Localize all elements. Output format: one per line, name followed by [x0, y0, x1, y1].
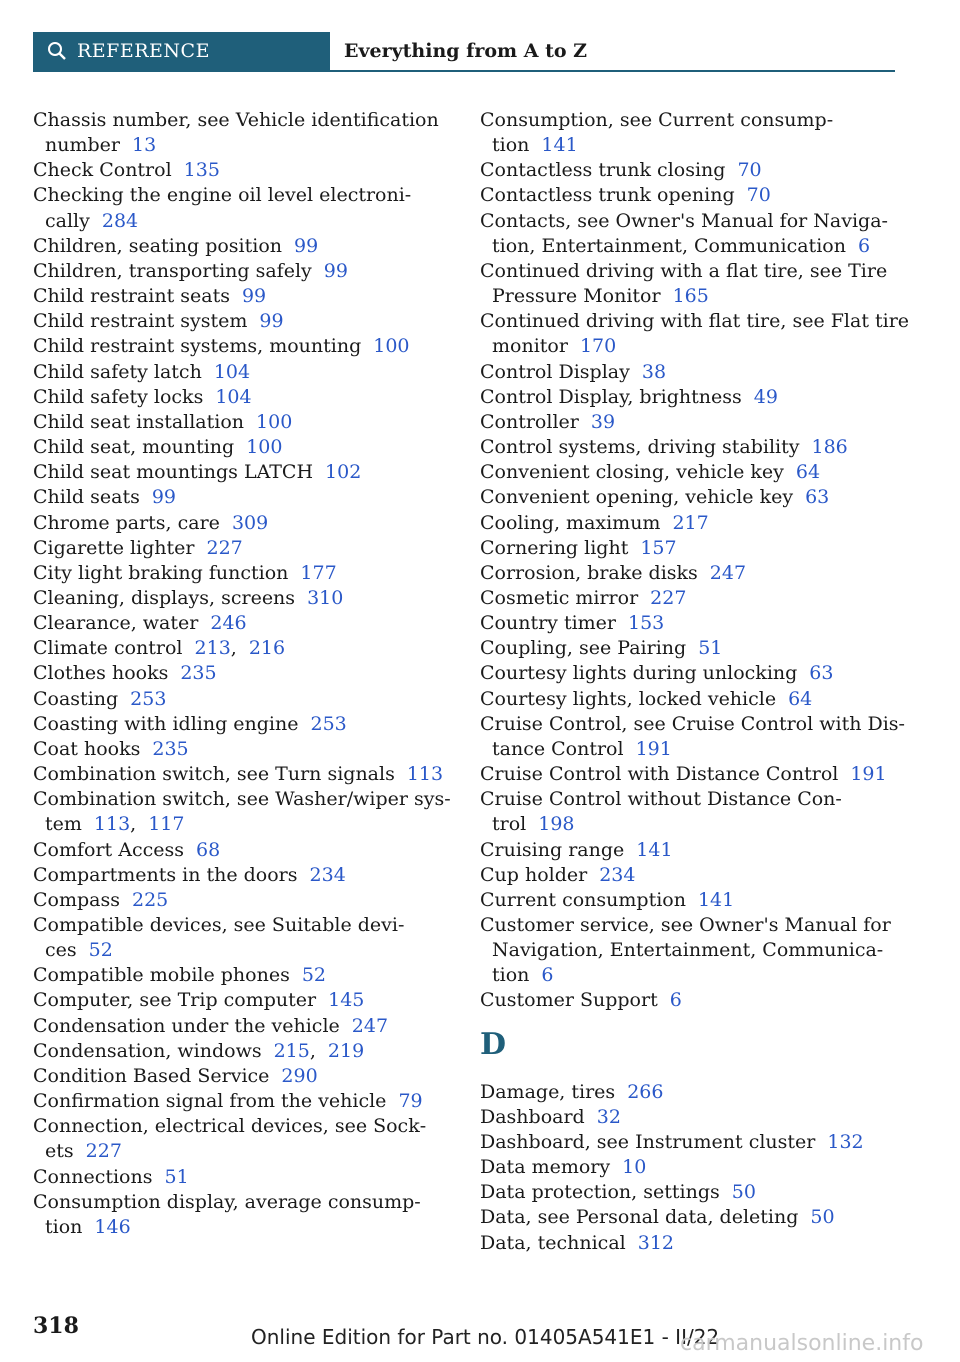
index-term: Compass: [33, 888, 120, 911]
page-link[interactable]: 247: [709, 561, 747, 584]
index-entry: [480, 888, 910, 913]
index-term: Cruise Control without Distance Con‐trol: [480, 788, 842, 836]
index-column-right: [480, 108, 910, 1256]
page-link[interactable]: 70: [746, 184, 771, 207]
index-term: Dashboard: [480, 1105, 585, 1128]
index-entry: [480, 863, 910, 888]
page-link[interactable]: 219: [327, 1039, 365, 1062]
page-link[interactable]: 253: [130, 687, 167, 710]
page-link[interactable]: 63: [805, 486, 830, 509]
index-term: Compatible mobile phones: [33, 964, 290, 987]
page-header: [33, 32, 895, 72]
index-entry: [33, 385, 458, 410]
page-link[interactable]: 198: [538, 813, 575, 836]
page-link[interactable]: 99: [259, 310, 284, 333]
index-entry: [33, 712, 458, 737]
page-link[interactable]: 213: [194, 637, 231, 660]
index-term: Combination switch, see Washer/wiper sys‐tem: [33, 788, 451, 836]
index-entry: [33, 334, 458, 359]
index-entry: [480, 435, 910, 460]
index-term: Control systems, driving stability: [480, 436, 800, 459]
page-link[interactable]: 100: [246, 436, 283, 459]
index-term: Cup holder: [480, 863, 588, 886]
page-link[interactable]: 235: [152, 737, 189, 760]
page-link[interactable]: 79: [398, 1090, 423, 1113]
index-term: Customer service, see Owner's Manual for Navigation, Entertainment, Communica‐tion: [480, 914, 891, 987]
index-term: Cosmetic mirror: [480, 586, 639, 609]
index-entry: [480, 687, 910, 712]
index-column-left: [33, 108, 458, 1240]
index-entry: [33, 259, 458, 284]
index-term: Compartments in the doors: [33, 863, 298, 886]
index-term: Continued driving with flat tire, see Flat tire monitor: [480, 310, 910, 358]
index-entry: [480, 712, 910, 762]
index-term: Connection, electrical devices, see Sock‐ets: [33, 1115, 427, 1163]
page-link[interactable]: 99: [241, 285, 267, 308]
index-entry: [33, 863, 458, 888]
page-link[interactable]: 50: [810, 1206, 835, 1229]
index-term: Condition Based Service: [33, 1064, 270, 1087]
page-link[interactable]: 99: [323, 259, 348, 282]
page-link[interactable]: 253: [310, 712, 347, 735]
page-separator: ,: [230, 637, 237, 660]
page-link[interactable]: 13: [131, 134, 157, 157]
index-term: Clothes hooks: [33, 662, 169, 685]
index-entry: [480, 762, 910, 787]
index-term: Child seat, mounting: [33, 436, 235, 459]
page-link[interactable]: 235: [180, 662, 217, 685]
index-term: Child safety latch: [33, 360, 202, 383]
index-entry: [33, 234, 458, 259]
index-term: Child seat installation: [33, 410, 245, 433]
index-entry: [33, 511, 458, 536]
page-link[interactable]: 234: [309, 863, 346, 886]
index-entry: [480, 1180, 910, 1205]
index-term: Control Display, brightness: [480, 385, 742, 408]
page-link[interactable]: 10: [622, 1156, 647, 1179]
index-entry: [33, 360, 458, 385]
page-link[interactable]: 177: [300, 561, 337, 584]
index-entry: [480, 561, 910, 586]
index-entry: [33, 536, 458, 561]
page-link[interactable]: 227: [650, 586, 687, 609]
index-term: Cleaning, displays, screens: [33, 586, 296, 609]
index-entry: [33, 963, 458, 988]
index-term: Coupling, see Pairing: [480, 637, 687, 660]
index-entry: [480, 183, 910, 208]
index-term: Chrome parts, care: [33, 511, 220, 534]
index-term: Condensation, windows: [33, 1039, 262, 1062]
index-term: Convenient opening, vehicle key: [480, 486, 794, 509]
page-link[interactable]: 50: [731, 1181, 756, 1204]
edition-footer: Online Edition for Part no. 01405A541E1 - II/22: [251, 1325, 720, 1349]
index-term: Controller: [480, 410, 579, 433]
index-entry: [33, 838, 458, 863]
index-entry: [33, 284, 458, 309]
index-term: Coasting: [33, 687, 119, 710]
page-link[interactable]: 132: [827, 1130, 864, 1153]
index-term: Data memory: [480, 1156, 611, 1179]
page-link[interactable]: 64: [788, 687, 813, 710]
index-term: Dashboard, see Instrument cluster: [480, 1130, 816, 1153]
index-term: Cruise Control, see Cruise Control with Dis‐tance Control: [480, 712, 905, 760]
index-term: Children, seating position: [33, 234, 283, 257]
index-entry: [33, 1039, 458, 1064]
page-link[interactable]: 52: [301, 964, 327, 987]
index-term: Coasting with idling engine: [33, 712, 299, 735]
index-entry: [480, 1130, 910, 1155]
page-separator: ,: [130, 813, 137, 836]
page-separator: ,: [309, 1039, 316, 1062]
page-link[interactable]: 141: [697, 888, 735, 911]
page-link[interactable]: 6: [857, 234, 871, 257]
index-term: Child restraint seats: [33, 285, 230, 308]
page-link[interactable]: 70: [737, 159, 762, 182]
index-term: Contactless trunk closing: [480, 159, 726, 182]
page-link[interactable]: 312: [637, 1231, 674, 1254]
index-entry: [33, 410, 458, 435]
reference-tab: [33, 32, 330, 70]
index-term: Coat hooks: [33, 737, 141, 760]
index-entry: [480, 787, 910, 837]
page-link[interactable]: 266: [627, 1080, 664, 1103]
index-term: Corrosion, brake disks: [480, 561, 698, 584]
page-link[interactable]: 170: [579, 335, 617, 358]
index-term: Data protection, settings: [480, 1181, 720, 1204]
page-link[interactable]: 141: [541, 134, 578, 157]
page-link[interactable]: 284: [101, 209, 139, 232]
index-term: Consumption display, average consump‐tion: [33, 1190, 421, 1238]
page-link[interactable]: 99: [151, 486, 177, 509]
page-link[interactable]: 225: [131, 888, 169, 911]
index-term: Cigarette lighter: [33, 536, 195, 559]
page-link[interactable]: 104: [213, 360, 251, 383]
index-term: Child seat mountings LATCH: [33, 461, 314, 484]
page-link[interactable]: 227: [206, 536, 243, 559]
index-entry: [480, 611, 910, 636]
index-group-d: [480, 1080, 910, 1256]
index-entry: [480, 661, 910, 686]
index-group-c: [480, 108, 910, 1014]
index-term: Compatible devices, see Suitable devi‐ces: [33, 914, 405, 962]
index-entry: [33, 913, 458, 963]
index-term: Connections: [33, 1165, 153, 1188]
index-entry: [480, 511, 910, 536]
index-entry: [33, 687, 458, 712]
page-link[interactable]: 52: [88, 939, 113, 962]
index-entry: [33, 183, 458, 233]
page-link[interactable]: 191: [850, 763, 887, 786]
page-link[interactable]: 6: [541, 964, 554, 987]
index-term: Data, see Personal data, deleting: [480, 1206, 799, 1229]
index-term: Chassis number, see Vehicle identification number: [33, 109, 439, 157]
page-link[interactable]: 32: [596, 1105, 621, 1128]
index-term: Data, technical: [480, 1231, 626, 1254]
page-link[interactable]: 135: [183, 159, 220, 182]
index-entry: [33, 988, 458, 1013]
index-entry: [33, 485, 458, 510]
index-entry: [33, 787, 458, 837]
index-entry: [480, 913, 910, 988]
index-entry: [33, 1064, 458, 1089]
index-entry: [33, 460, 458, 485]
index-entry: [33, 158, 458, 183]
index-entry: [33, 737, 458, 762]
index-entry: [480, 1080, 910, 1105]
index-term: Climate control: [33, 637, 183, 660]
index-term: Confirmation signal from the vehicle: [33, 1090, 387, 1113]
index-term: Convenient closing, vehicle key: [480, 461, 784, 484]
page-link[interactable]: 49: [753, 385, 778, 408]
section-title: Everything from A to Z: [344, 40, 588, 62]
index-entry: [480, 108, 910, 158]
page-link[interactable]: 63: [809, 662, 834, 685]
index-entry: [480, 536, 910, 561]
index-term: Cruising range: [480, 838, 625, 861]
index-entry: [480, 209, 910, 259]
page-link[interactable]: 100: [256, 410, 293, 433]
search-icon: [47, 41, 67, 61]
index-term: Continued driving with a flat tire, see Tire Pressure Monitor: [480, 259, 888, 308]
watermark: carmanualsonline.info: [680, 1331, 924, 1356]
index-term: Children, transporting safely: [33, 259, 312, 282]
index-term: Child safety locks: [33, 385, 204, 408]
page-link[interactable]: 38: [641, 360, 667, 383]
page-link[interactable]: 146: [94, 1215, 131, 1238]
index-term: Control Display: [480, 360, 630, 383]
index-term: Contacts, see Owner's Manual for Naviga‐tion, Entertainment, Communication: [480, 209, 888, 257]
index-entry: [480, 1105, 910, 1130]
page-link[interactable]: 113: [406, 763, 444, 786]
index-term: Check Control: [33, 159, 172, 182]
page-link[interactable]: 191: [635, 737, 672, 760]
page-link[interactable]: 309: [231, 511, 269, 534]
page-link[interactable]: 246: [210, 612, 247, 635]
page-link[interactable]: 117: [148, 813, 185, 836]
index-term: Damage, tires: [480, 1080, 616, 1103]
index-entry: [33, 611, 458, 636]
index-term: Child seats: [33, 486, 140, 509]
index-entry: [480, 1231, 910, 1256]
index-term: Contactless trunk opening: [480, 184, 735, 207]
page-link[interactable]: 165: [672, 285, 709, 308]
index-term: Clearance, water: [33, 612, 199, 635]
index-entry: [33, 309, 458, 334]
index-entry: [33, 1089, 458, 1114]
page-link[interactable]: 100: [373, 335, 410, 358]
index-term: Computer, see Trip computer: [33, 989, 317, 1012]
index-term: Comfort Access: [33, 838, 184, 861]
page-link[interactable]: 68: [195, 838, 221, 861]
index-entry: [33, 586, 458, 611]
index-term: Consumption, see Current consump‐tion: [480, 109, 834, 157]
page-link[interactable]: 157: [640, 536, 677, 559]
index-entry: [33, 636, 458, 661]
index-entry: [33, 1014, 458, 1039]
page-link[interactable]: 153: [628, 612, 665, 635]
index-entry: [480, 1205, 910, 1230]
index-term: City light braking function: [33, 561, 289, 584]
index-entry: [480, 636, 910, 661]
index-entry: [33, 888, 458, 913]
page-link[interactable]: 39: [590, 410, 616, 433]
index-letter-heading: D: [480, 1026, 507, 1062]
page-link[interactable]: 215: [273, 1039, 310, 1062]
index-entry: [33, 1114, 458, 1164]
index-term: Current consumption: [480, 888, 686, 911]
index-term: Child restraint system: [33, 310, 248, 333]
page-link[interactable]: 145: [328, 989, 365, 1012]
page-link[interactable]: 227: [85, 1140, 122, 1163]
index-entry: [480, 158, 910, 183]
index-term: Child restraint systems, mounting: [33, 335, 362, 358]
index-entry: [480, 988, 910, 1013]
index-entry: [480, 259, 910, 309]
page-link[interactable]: 290: [281, 1064, 318, 1087]
index-term: Checking the engine oil level electroni‐cally: [33, 184, 412, 232]
index-term: Cruise Control with Distance Control: [480, 763, 839, 786]
page-link[interactable]: 99: [294, 234, 319, 257]
index-entry: [33, 435, 458, 460]
page-link[interactable]: 216: [248, 637, 286, 660]
index-entry: [33, 561, 458, 586]
index-entry: [33, 762, 458, 787]
page-link[interactable]: 234: [599, 863, 636, 886]
page-link[interactable]: 64: [795, 461, 821, 484]
index-term: Country timer: [480, 612, 616, 635]
page-link[interactable]: 113: [93, 813, 131, 836]
index-term: Condensation under the vehicle: [33, 1014, 340, 1037]
index-entry: [480, 485, 910, 510]
index-entry: [480, 1155, 910, 1180]
page-link[interactable]: 51: [698, 637, 723, 660]
index-entry: [480, 460, 910, 485]
index-entry: [480, 385, 910, 410]
index-term: Cooling, maximum: [480, 511, 661, 534]
index-term: Courtesy lights, locked vehicle: [480, 687, 777, 710]
reference-label: REFERENCE: [77, 40, 210, 62]
index-entry: [480, 360, 910, 385]
page-link[interactable]: 6: [669, 989, 682, 1012]
index-entry: [33, 1190, 458, 1240]
index-term: Combination switch, see Turn signals: [33, 763, 395, 786]
index-entry: [33, 1165, 458, 1190]
page-link[interactable]: 310: [307, 586, 344, 609]
index-entry: [480, 838, 910, 863]
page-link[interactable]: 51: [164, 1165, 189, 1188]
page-link[interactable]: 217: [672, 511, 709, 534]
page-link[interactable]: 141: [636, 838, 673, 861]
page-number: 318: [33, 1313, 79, 1339]
page-link[interactable]: 247: [351, 1014, 389, 1037]
index-entry: [480, 586, 910, 611]
index-entry: [480, 410, 910, 435]
page-link[interactable]: 104: [215, 385, 252, 408]
index-entry: [480, 309, 910, 359]
index-term: Customer Support: [480, 989, 658, 1012]
index-term: Cornering light: [480, 536, 629, 559]
page-link[interactable]: 186: [811, 436, 848, 459]
index-term: Courtesy lights during unlocking: [480, 662, 798, 685]
index-entry: [33, 661, 458, 686]
page-link[interactable]: 102: [325, 461, 362, 484]
index-entry: [33, 108, 458, 158]
